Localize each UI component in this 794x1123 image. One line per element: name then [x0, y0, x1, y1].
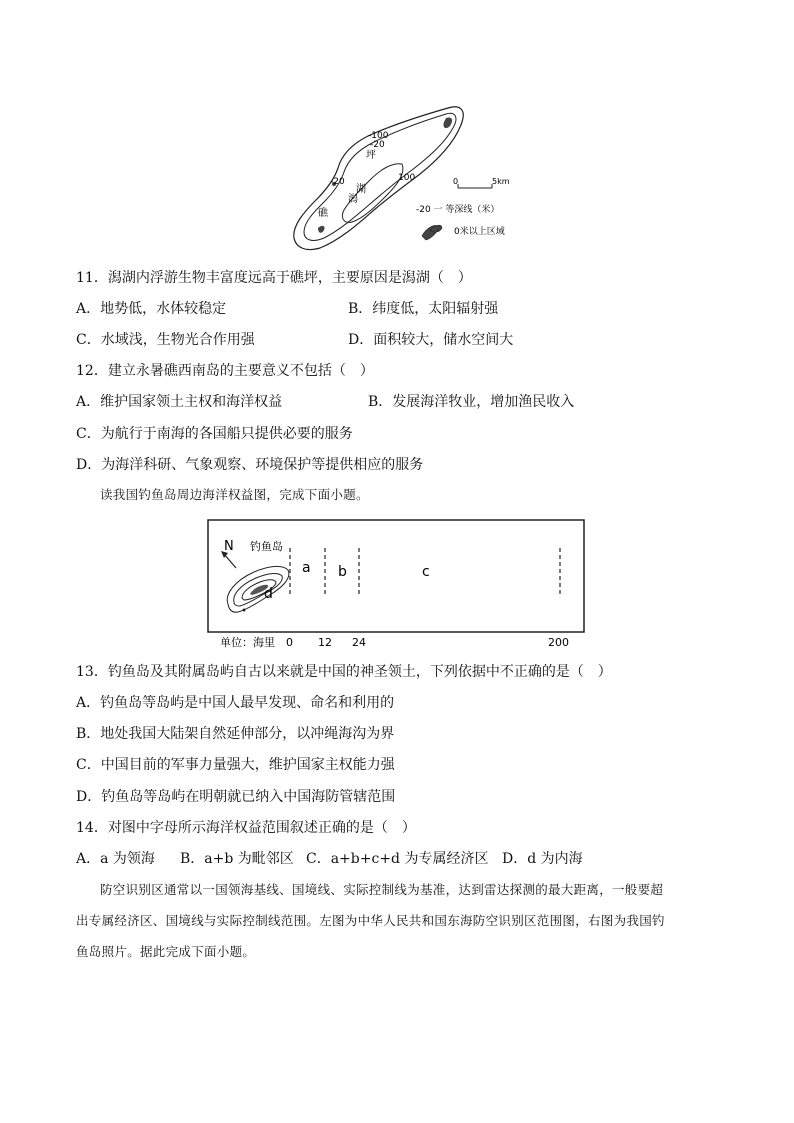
- question-14-stem: 14．对图中字母所示海洋权益范围叙述正确的是（ ）: [76, 820, 416, 836]
- map-char-hu: 湖: [356, 184, 366, 195]
- contour-label-100: 100: [398, 173, 416, 183]
- scale-zero: 0: [453, 177, 459, 186]
- figure-frame: [208, 520, 584, 632]
- intro-adiz-line3: 鱼岛照片。据此完成下面小题。: [76, 944, 256, 959]
- contour-label-minus20-top: -20: [370, 140, 385, 150]
- q13-option-a: A．钓鱼岛等岛屿是中国人最早发现、命名和利用的: [76, 695, 395, 711]
- map-char-ping: 坪: [366, 150, 376, 161]
- q12-option-b: B．发展海洋牧业，增加渔民收入: [368, 394, 575, 410]
- q14-option-b: B．a+b 为毗邻区: [180, 851, 294, 867]
- question-12-stem: 12．建立永暑礁西南岛的主要意义不包括（ ）: [76, 363, 374, 379]
- question-11-stem: 11．潟湖内浮游生物丰富度远高于礁坪，主要原因是潟湖（ ）: [76, 270, 472, 286]
- q12-option-d: D．为海洋科研、气象观察、环境保护等提供相应的服务: [76, 457, 424, 473]
- intro-adiz-line2: 出专属经济区、国境线与实际控制线范围。左图为中华人民共和国东海防空识别区范围图，右图为我国钓: [76, 913, 665, 928]
- intro-diaoyu-figure: 读我国钓鱼岛周边海洋权益图，完成下面小题。: [100, 487, 369, 502]
- q11-option-d: D．面积较大，储水空间大: [348, 332, 514, 348]
- tick-12: 12: [318, 636, 332, 649]
- zone-c-label: c: [422, 564, 430, 580]
- tick-200: 200: [548, 636, 569, 649]
- zone-b-label: b: [338, 564, 347, 580]
- island-name: 钓鱼岛: [250, 540, 283, 553]
- legend-area-icon: [422, 225, 442, 240]
- q12-option-a: A．维护国家领土主权和海洋权益: [76, 394, 283, 410]
- intro-adiz-line1: 防空识别区通常以一国领海基线、国境线、实际控制线为基准，达到雷达探测的最大距离，一般要超: [100, 882, 664, 897]
- islet-1: [443, 117, 452, 128]
- q14-option-d: D．d 为内海: [502, 851, 583, 867]
- zone-d-label: d: [264, 586, 273, 602]
- north-label: N: [224, 539, 234, 554]
- unit-label: 单位：海里: [220, 636, 275, 649]
- islet-2: [318, 226, 325, 233]
- question-13-stem: 13．钓鱼岛及其附属岛屿自古以来就是中国的神圣领土，下列依据中不正确的是（ ）: [76, 664, 612, 680]
- q14-option-a: A．a 为领海: [76, 851, 155, 867]
- q11-option-b: B．纬度低，太阳辐射强: [348, 301, 499, 317]
- islet-dot: [243, 609, 246, 612]
- maritime-rights-figure: [206, 518, 590, 652]
- tick-0: 0: [286, 636, 293, 649]
- scale-end: 5km: [492, 177, 510, 186]
- map-char-jiao: 礁: [318, 208, 328, 219]
- legend-contour: -20 一 等深线（米）: [416, 205, 500, 215]
- reef-map-figure: [270, 100, 530, 260]
- north-arrow: [224, 554, 236, 568]
- q11-option-a: A．地势低，水体较稳定: [76, 301, 227, 317]
- q12-option-c: C．为航行于南海的各国船只提供必要的服务: [76, 426, 353, 442]
- q14-option-c: C．a+b+c+d 为专属经济区: [306, 851, 489, 867]
- contour-label-minus100: -100: [368, 131, 389, 141]
- q13-option-d: D．钓鱼岛等岛屿在明朝就已纳入中国海防管辖范围: [76, 789, 396, 805]
- q13-option-c: C．中国目前的军事力量强大，维护国家主权能力强: [76, 757, 395, 773]
- legend-area-label: 0米以上区域: [454, 227, 505, 237]
- q11-option-c: C．水域浅，生物光合作用强: [76, 332, 255, 348]
- tick-24: 24: [352, 636, 366, 649]
- contour-label-minus20-mid: -20: [330, 177, 345, 187]
- map-char-xi: 潟: [348, 194, 358, 205]
- zone-a-label: a: [302, 560, 311, 576]
- q13-option-b: B．地处我国大陆架自然延伸部分，以冲绳海沟为界: [76, 726, 395, 742]
